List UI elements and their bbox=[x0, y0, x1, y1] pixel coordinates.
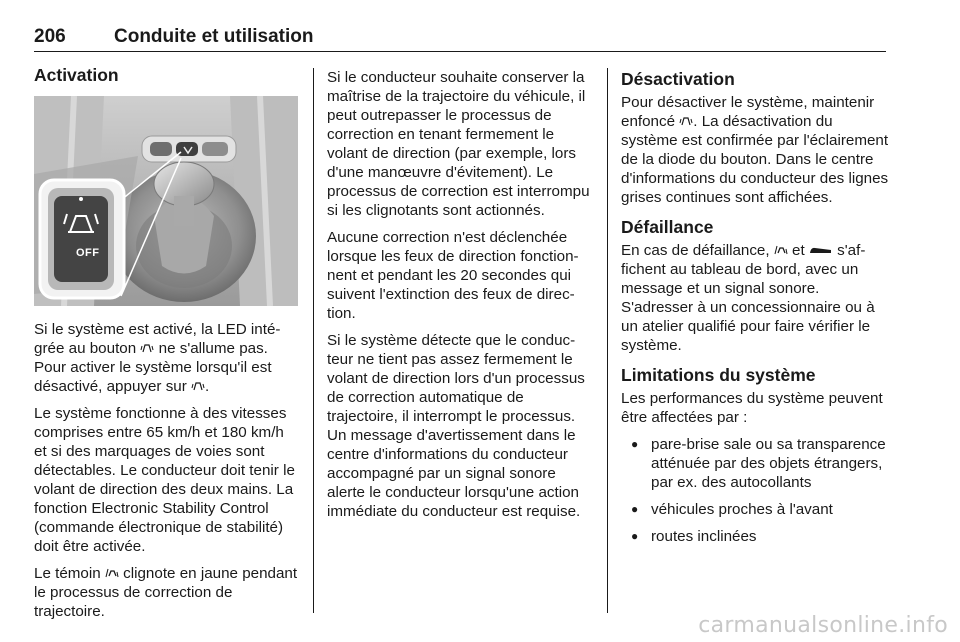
paragraph: Si le système est activé, la LED intégrée au bouton ne s'allume pas. Pour activer le système lorsqu'il est désactivé, appuyer sur . bbox=[34, 321, 281, 395]
section-title: Conduite et utilisation bbox=[114, 26, 314, 47]
paragraph: Si le système détecte que le conducteur ne tient pas assez fermement le volant de direction lors d'un processus de correction automatique de trajectoire, il interrompt le processus. Un message d'avertissement dans le centre d'informations du conducteur accompagné par un signal sonore alerte le conducteur lorsqu'une action immédiate du conducteur est requise. bbox=[327, 332, 585, 520]
page-header bbox=[34, 26, 886, 52]
paragraph: S'adresser à un concessionnaire ou à un atelier qualifié pour faire vérifier le système. bbox=[621, 299, 875, 354]
paragraph: Aucune correction n'est déclenchée lorsque les feux de direction fonctionnent et pendant les 20 secondes qui suivent l'extinction des feux de direction. bbox=[327, 229, 579, 322]
column-2 bbox=[327, 68, 593, 529]
heading-activation: Activation bbox=[34, 65, 119, 85]
lane-departure-warning-icon bbox=[105, 567, 119, 579]
page-number: 206 bbox=[34, 26, 66, 47]
center-console-illustration bbox=[34, 96, 298, 306]
watermark: carmanualsonline.info bbox=[698, 613, 948, 638]
paragraph: Le témoin clignote en jaune pendant le processus de correction de trajectoire. bbox=[34, 565, 298, 620]
steering-fault-icon bbox=[809, 244, 833, 256]
paragraph: Le système fonctionne à des vitesses comprises entre 65 km/h et 180 km/h et si des marquages de voies sont détectables. Le conducteur doit tenir le volant de direction des deux mains. La fonction Electronic Stability Control (commande électronique de stabilité) doit être activée. bbox=[34, 405, 295, 555]
column-3 bbox=[621, 68, 891, 554]
column-divider bbox=[313, 68, 314, 613]
column-1 bbox=[34, 64, 300, 629]
figure-off-badge: OFF bbox=[76, 247, 100, 259]
paragraph: Pour désactiver le système, maintenir enfoncé . La désactivation du système est confirmée par l'éclairement de la diode du bouton. Dans le centre d'informations du conducteur des lignes grises continues sont affichées. bbox=[621, 94, 889, 206]
heading-deactivation: Désactivation bbox=[621, 69, 735, 89]
heading-limitations: Limitations du système bbox=[621, 365, 816, 385]
lane-assist-button-icon bbox=[679, 115, 693, 127]
heading-failure: Défaillance bbox=[621, 217, 714, 237]
list-item: ● routes inclinées bbox=[621, 527, 891, 546]
paragraph: En cas de défaillance, et s'affichent au tableau de bord, avec un message et un signal sonore. bbox=[621, 242, 866, 297]
list-item: ● véhicules proches à l'avant bbox=[621, 500, 891, 519]
center-console-svg bbox=[34, 96, 298, 306]
lane-departure-warning-icon bbox=[774, 244, 788, 256]
limitations-list bbox=[621, 435, 891, 546]
list-item: ● pare-brise sale ou sa transparence atténuée par des objets étrangers, par ex. des autocollants bbox=[621, 435, 891, 492]
lane-assist-button-icon bbox=[191, 380, 205, 392]
paragraph: Les performances du système peuvent être affectées par : bbox=[621, 390, 883, 426]
lane-assist-button-icon bbox=[140, 342, 154, 354]
paragraph: Si le conducteur souhaite conserver la maîtrise de la trajectoire du véhicule, il peut outrepasser le processus de correction en tenant fermement le volant de direction (par exemple, lors d'une manœuvre d'évitement). Le processus de correction est interrompu si les clignotants sont actionnés. bbox=[327, 69, 590, 219]
column-divider bbox=[607, 68, 608, 613]
